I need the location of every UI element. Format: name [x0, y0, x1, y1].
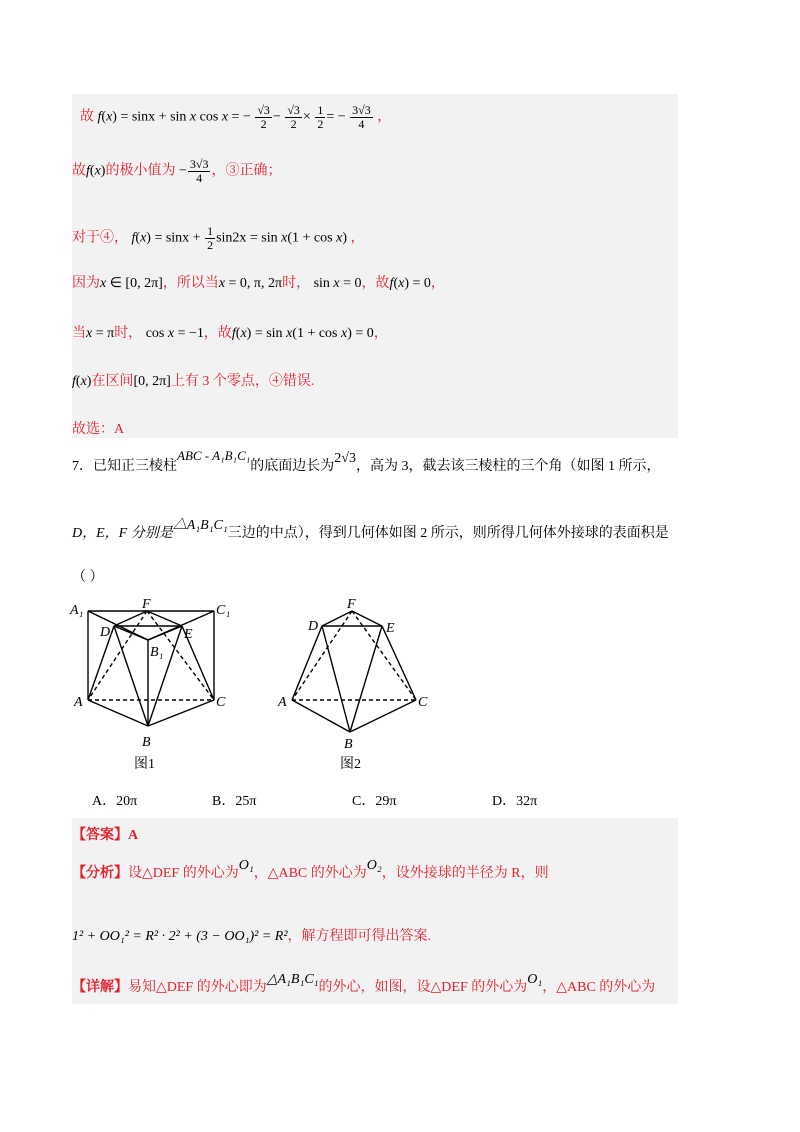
- figure-1: [64, 598, 244, 778]
- option-c[interactable]: C．29π: [352, 794, 397, 809]
- question-line-2: D，E，F 分别是△A₁B₁C₁三边的中点），得到几何体如图 2 所示，则所得几何体外接球的表面积是: [72, 518, 669, 541]
- figure-2: [270, 598, 450, 778]
- solution-line-6: f(x)在区间[0, 2π]上有 3 个零点，④错误.: [72, 374, 315, 389]
- fig2-label-f: F: [347, 598, 356, 612]
- option-a[interactable]: A．20π: [92, 794, 138, 809]
- solution-line-3: 对于④， f(x) = sinx + $\frac{1}{2}$ sin2x = sin x(1 + cos x) ，: [72, 224, 365, 252]
- solution-line-1: 故 f(x) = sinx + sin x cos x = − $\frac{√3}{2}$ − $\frac{√3}{2}$ × $\frac{1}{2}$ = − $\frac{3√3}{4}$ ，: [80, 103, 392, 131]
- fig2-label-d: D: [308, 619, 319, 634]
- question-paren: （ ）: [72, 570, 104, 585]
- label-a: A: [74, 695, 83, 710]
- analysis-line: 【分析】设△DEF 的外心为O₁，△ABC 的外心为O₂，设外接球的半径为 R，则: [72, 858, 549, 881]
- figure-2-caption: 图2: [340, 757, 361, 772]
- option-b[interactable]: B．25π: [212, 794, 257, 809]
- figure-1-caption: 图1: [134, 757, 155, 772]
- option-d[interactable]: D．32π: [492, 794, 538, 809]
- label-e: E: [184, 627, 193, 642]
- detail-line: 【详解】易知△DEF 的外心即为△A₁B₁C₁的外心，如图，设△DEF 的外心为O₁，△ABC 的外心为: [72, 972, 656, 995]
- fig2-label-e: E: [386, 621, 395, 636]
- label-b1: B₁: [150, 645, 164, 660]
- label-a1: A₁: [70, 603, 84, 618]
- fig2-label-a: A: [278, 695, 287, 710]
- solution-line-5: 当x = π时， cos x = −1，故f(x) = sin x(1 + cos x) = 0，: [72, 326, 388, 341]
- label-c: C: [216, 695, 226, 710]
- label-b: B: [142, 735, 151, 750]
- solution-choice: 故选：A: [72, 422, 125, 437]
- question-line-1: 7．已知正三棱柱ABC - A₁B₁C₁的底面边长为2√3，高为 3，截去该三棱柱的三个角（如图 1 所示，: [72, 448, 661, 474]
- label-f: F: [142, 598, 151, 612]
- solution-line-4: 因为x ∈ [0, 2π]，所以当x = 0, π, 2π时， sin x = 0，故f(x) = 0，: [72, 276, 445, 291]
- label-c1: C₁: [216, 603, 231, 618]
- answer-tag: 【答案】A: [72, 828, 139, 843]
- fig2-label-c: C: [418, 695, 428, 710]
- fig2-label-b: B: [344, 737, 353, 752]
- analysis-equation-line: 1² + OO₁² = R² · 2² + (3 − OO₁)² = R²，解方程即可得出答案.: [72, 929, 432, 944]
- solution-line-2: 故f(x)的极小值为 − $\frac{3√3}{4}$ ，③正确；: [72, 157, 282, 185]
- label-d: D: [100, 625, 111, 640]
